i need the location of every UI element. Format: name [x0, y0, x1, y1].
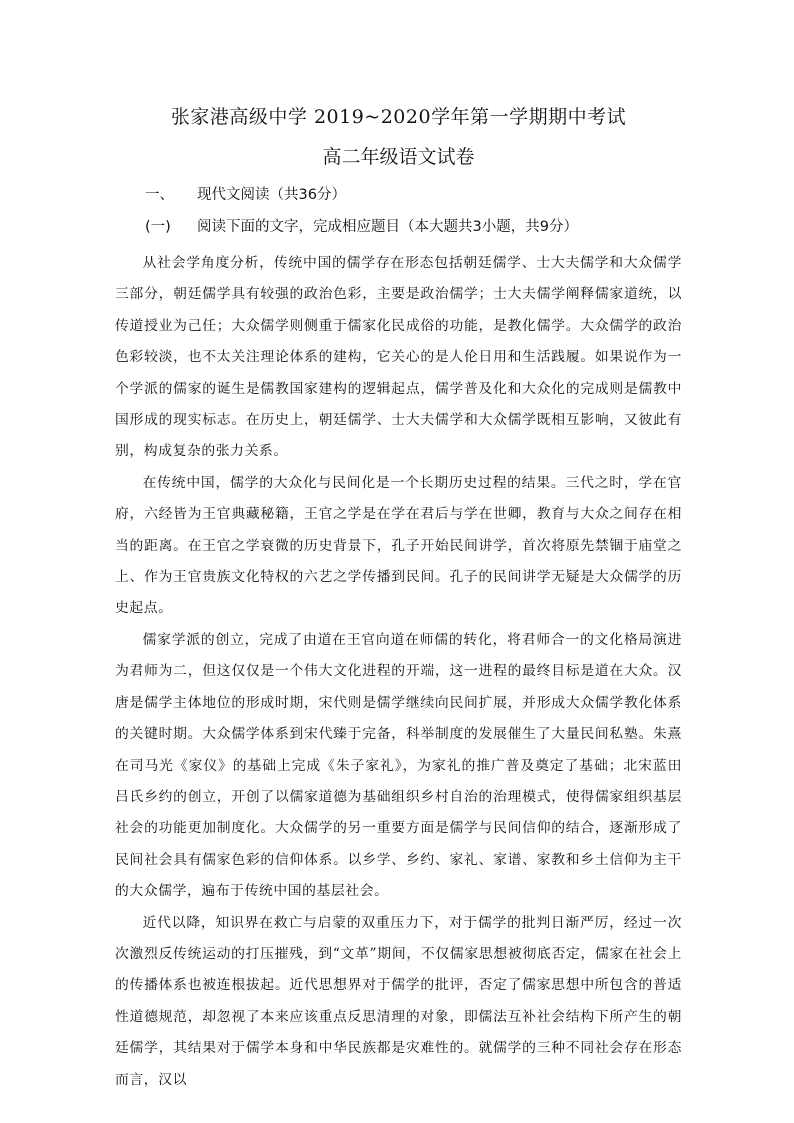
reading-passage	[115, 248, 682, 1096]
subsection-number: (一)	[145, 219, 171, 235]
section-heading-modern-reading	[145, 184, 682, 206]
passage-paragraph-2: 在传统中国，儒学的大众化与民间化是一个长期历史过程的结果。三代之时，学在官府，六经皆为王官典藏秘籍，王官之学是在学在君后与学在世卿，教育与大众之间存在相当的距离。在王官之学衰微的历史背景下，孔子开始民间讲学，首次将原先禁锢于庙堂之上、作为王官贵族文化特权的六艺之学传播到民间。孔子的民间讲学无疑是大众儒学的历史起点。	[115, 474, 682, 617]
section-number: 一、	[145, 187, 174, 203]
exam-title: 张家港高级中学 2019~2020学年第一学期期中考试	[170, 106, 627, 128]
passage-paragraph-4: 近代以降，知识界在救亡与启蒙的双重压力下，对于儒学的批判日渐严厉，经过一次次激烈反传统运动的打压摧残，到“文革”期间，不仅儒家思想被彻底否定，儒家在社会上的传播体系也被连根拔起。近代思想界对于儒学的批评，否定了儒家思想中所包含的普适性道德规范，却忽视了本来应该重点反思清理的对象，即儒法互补社会结构下所产生的朝廷儒学，其结果对于儒学本身和中华民族都是灾难性的。就儒学的三种不同社会存在形态而言，汉以	[115, 914, 682, 1088]
passage-paragraph-3: 儒家学派的创立，完成了由道在王官向道在师儒的转化，将君师合一的文化格局演进为君师为二，但这仅仅是一个伟大文化进程的开端，这一进程的最终目标是道在大众。汉唐是儒学主体地位的形成时期，宋代则是儒学继续向民间扩展，并形成大众儒学教化体系的关键时期。大众儒学体系到宋代臻于完备，科举制度的发展催生了大量民间私塾。朱熹在司马光《家仪》的基础上完成《朱子家礼》，为家礼的推广普及奠定了基础；北宋蓝田吕氏乡约的创立，开创了以儒家道德为基础组织乡村自治的治理模式，使得儒家组织基层社会的功能更加制度化。大众儒学的另一重要方面是儒学与民间信仰的结合，逐渐形成了民间社会具有儒家色彩的信仰体系。以乡学、乡约、家礼、家谱、家教和乡土信仰为主干的大众儒学，遍布于传统中国的基层社会。	[115, 631, 682, 900]
subsection-heading-reading-1	[145, 216, 682, 238]
section-label: 现代文阅读（共36分）	[197, 187, 346, 203]
passage-paragraph-1: 从社会学角度分析，传统中国的儒学存在形态包括朝廷儒学、士大夫儒学和大众儒学三部分，朝廷儒学具有较强的政治色彩，主要是政治儒学；士大夫儒学阐释儒家道统，以传道授业为己任；大众儒学则侧重于儒家化民成俗的功能，是教化儒学。大众儒学的政治色彩较淡，也不太关注理论体系的建构，它关心的是人伦日用和生活践履。如果说作为一个学派的儒家的诞生是儒教国家建构的逻辑起点，儒学普及化和大众化的完成则是儒教中国形成的现实标志。在历史上，朝廷儒学、士大夫儒学和大众儒学既相互影响，又彼此有别，构成复杂的张力关系。	[115, 255, 682, 460]
exam-subtitle: 高二年级语文试卷	[322, 146, 475, 168]
subsection-label: 阅读下面的文字，完成相应题目（本大题共3小题，共9分）	[197, 219, 578, 235]
